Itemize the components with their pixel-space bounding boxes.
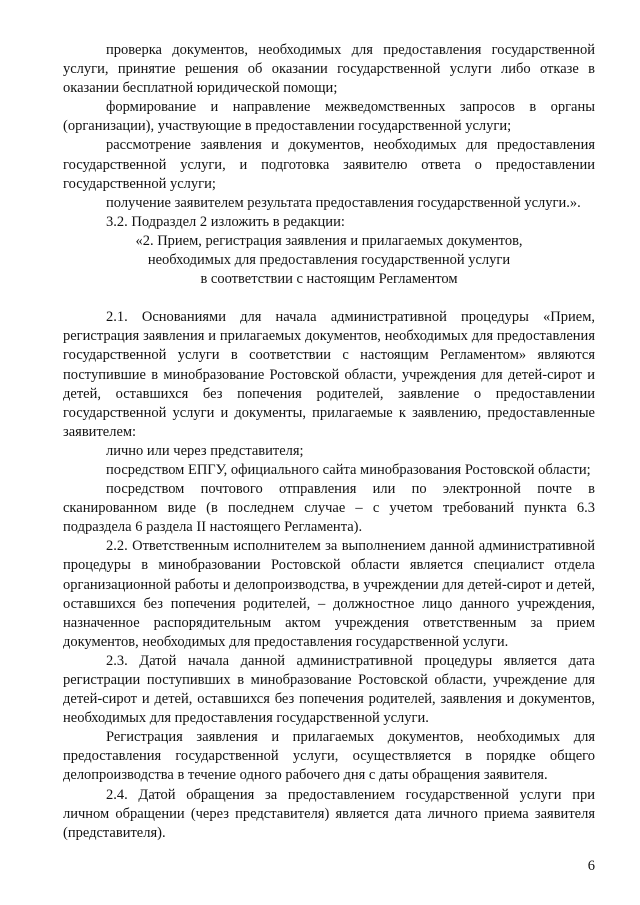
paragraph-interagency-requests: формирование и направление межведомственных запросов в органы (организации), участвующие в предоставлении государственной услуги; <box>63 99 595 135</box>
paragraph-subsection-amendment: 3.2. Подраздел 2 изложить в редакции: <box>106 213 345 230</box>
document-body <box>63 41 595 843</box>
paragraph-via-portal: посредством ЕПГУ, официального сайта минобразования Ростовской области; <box>106 461 591 478</box>
paragraph-result-receipt: получение заявителем результата предоставления государственной услуги.». <box>106 194 581 211</box>
paragraph-2-1-grounds: 2.1. Основаниями для начала административной процедуры «Прием, регистрация заявления и прилагаемых документов, необходимых для предоставления государственной услуги в соответствии с настоящим Регламентом» являются поступившие в минобразование Ростовской области, учреждения для детей-сирот и детей, оставшихся без попечения родителей, заявление о предоставлении государственной услуги и документы, прилагаемые к заявлению, предоставленные заявителем: <box>63 309 595 440</box>
section-spacer <box>63 289 595 308</box>
paragraph-document-check: проверка документов, необходимых для предоставления государственной услуги, принятие решения об оказании государственной услуги либо отказе в оказании бесплатной юридической помощи; <box>63 42 595 97</box>
paragraph-application-review: рассмотрение заявления и документов, необходимых для предоставления государственной услуги, и подготовка заявителю ответа о предоставлении государственной услуги; <box>63 137 595 192</box>
heading-line-1: «2. Прием, регистрация заявления и прилагаемых документов, <box>135 232 523 249</box>
heading-line-2: необходимых для предоставления государственной услуги <box>147 252 511 269</box>
paragraph-registration: Регистрация заявления и прилагаемых документов, необходимых для предоставления государственной услуги, осуществляется в порядке общего делопроизводства в течение одного рабочего дня с даты обращения заявителя. <box>63 729 595 784</box>
paragraph-2-2-responsible: 2.2. Ответственным исполнителем за выполнением данной административной процедуры в минобразовании Ростовской области является специалист отдела организационной работы и делопроизводства, в учреждении для детей-сирот и детей, оставшихся без попечения родителей, – должностное лицо данного учреждения, назначенное распорядительным актом учреждения ответственным за прием документов, необходимых для предоставления государственной услуги. <box>63 538 595 650</box>
paragraph-via-mail: посредством почтового отправления или по электронной почте в сканированном виде (в последнем случае – с учетом требований пункта 6.3 подраздела 6 раздела II настоящего Регламента). <box>63 481 595 536</box>
page-number: 6 <box>587 858 595 874</box>
paragraph-2-3-start-date: 2.3. Датой начала данной административной процедуры является дата регистрации поступивших в минобразование Ростовской области, учреждение для детей-сирот и детей, оставшихся без попечения родителей, заявления и документов, необходимых для предоставления государственной услуги. <box>63 652 595 727</box>
paragraph-2-4-appeal-date: 2.4. Датой обращения за предоставлением государственной услуги при личном обращении (через представителя) является дата личного приема заявителя (представителя). <box>63 786 595 841</box>
heading-line-3: в соответствии с настоящим Регламентом <box>200 271 458 288</box>
paragraph-in-person: лично или через представителя; <box>106 442 304 459</box>
